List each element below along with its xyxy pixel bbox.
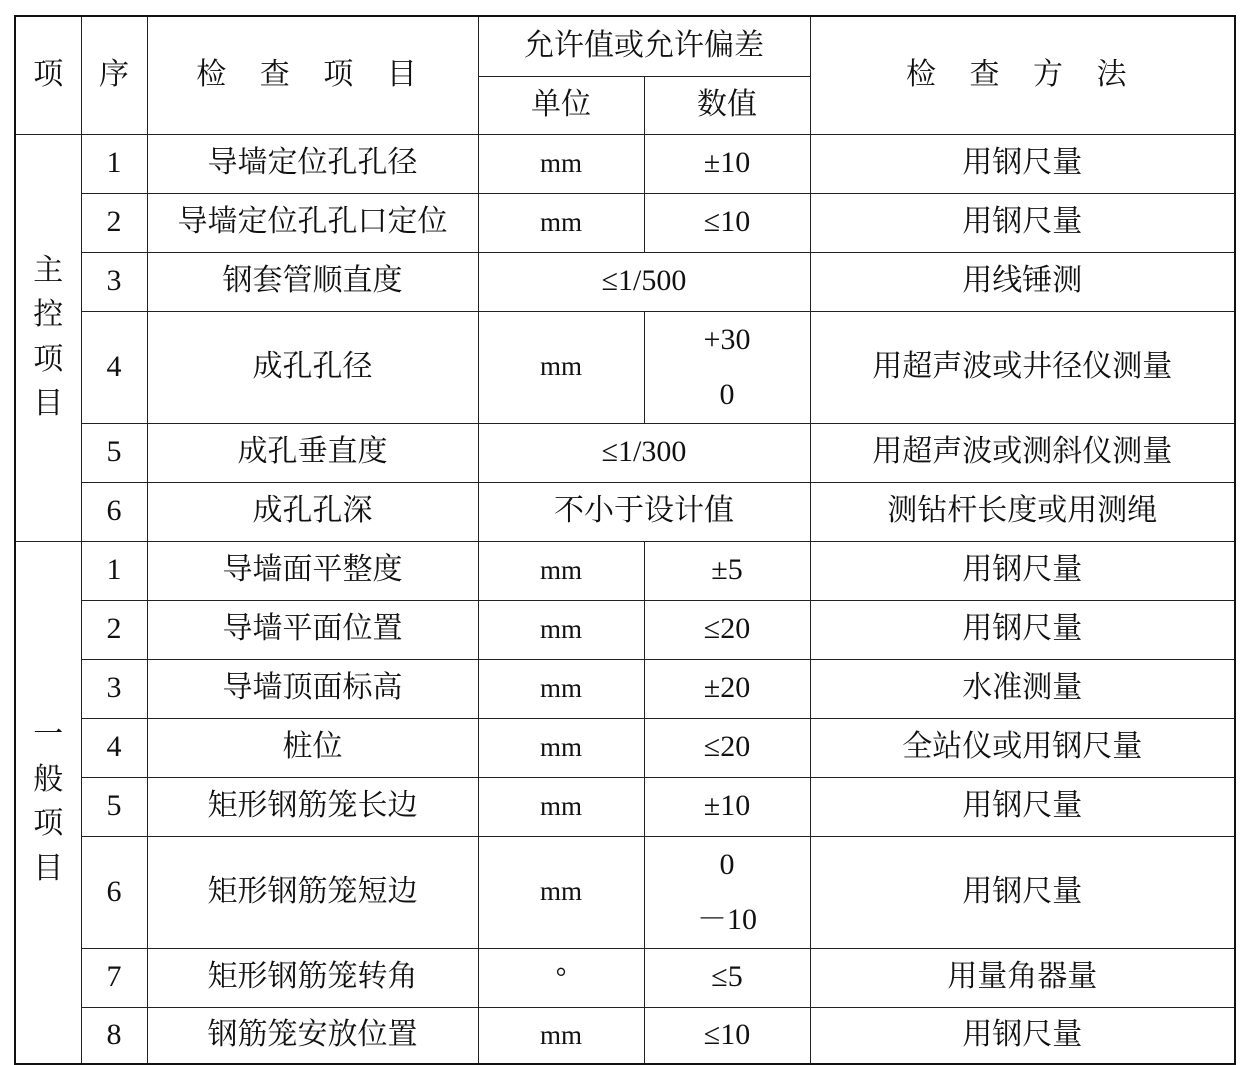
row-unit: mm — [478, 134, 644, 193]
row-item: 导墙定位孔孔径 — [147, 134, 478, 193]
row-method: 用超声波或测斜仪测量 — [810, 423, 1235, 482]
row-seq: 1 — [81, 541, 147, 600]
row-item: 导墙顶面标高 — [147, 659, 478, 718]
row-merged-value: ≤1/300 — [478, 423, 810, 482]
row-seq: 4 — [81, 311, 147, 423]
row-method: 用钢尺量 — [810, 600, 1235, 659]
row-value: 0 －10 — [644, 836, 810, 948]
row-value: ≤5 — [644, 948, 810, 1007]
row-item: 桩位 — [147, 718, 478, 777]
row-method: 全站仪或用钢尺量 — [810, 718, 1235, 777]
row-method: 用钢尺量 — [810, 836, 1235, 948]
row-item: 钢筋笼安放位置 — [147, 1007, 478, 1064]
header-method: 检 查 方 法 — [810, 16, 1235, 134]
header-allowance: 允许值或允许偏差 — [478, 16, 810, 76]
category-main-control: 主 控 项 目 — [15, 134, 81, 541]
row-seq: 5 — [81, 423, 147, 482]
row-value: ≤10 — [644, 193, 810, 252]
row-method: 用钢尺量 — [810, 541, 1235, 600]
row-method: 水准测量 — [810, 659, 1235, 718]
row-value: ±5 — [644, 541, 810, 600]
row-unit: mm — [478, 600, 644, 659]
row-unit: mm — [478, 1007, 644, 1064]
row-seq: 3 — [81, 252, 147, 311]
row-value: +30 0 — [644, 311, 810, 423]
row-method: 用钢尺量 — [810, 1007, 1235, 1064]
row-seq: 6 — [81, 836, 147, 948]
row-seq: 7 — [81, 948, 147, 1007]
row-method: 用线锤测 — [810, 252, 1235, 311]
row-seq: 2 — [81, 193, 147, 252]
header-value: 数值 — [644, 76, 810, 134]
row-seq: 6 — [81, 482, 147, 541]
row-value: ≤10 — [644, 1007, 810, 1064]
row-seq: 2 — [81, 600, 147, 659]
header-item: 检 查 项 目 — [147, 16, 478, 134]
row-merged-value: ≤1/500 — [478, 252, 810, 311]
row-item: 成孔孔深 — [147, 482, 478, 541]
row-value: ≤20 — [644, 600, 810, 659]
row-unit: mm — [478, 777, 644, 836]
row-method: 用钢尺量 — [810, 134, 1235, 193]
inspection-table — [14, 15, 1236, 1065]
row-seq: 8 — [81, 1007, 147, 1064]
header-seq: 序 — [81, 16, 147, 134]
row-item: 成孔垂直度 — [147, 423, 478, 482]
row-method: 测钻杆长度或用测绳 — [810, 482, 1235, 541]
row-item: 导墙平面位置 — [147, 600, 478, 659]
row-merged-value: 不小于设计值 — [478, 482, 810, 541]
row-unit: mm — [478, 311, 644, 423]
category-general: 一 般 项 目 — [15, 541, 81, 1064]
row-unit: ° — [478, 948, 644, 1007]
row-seq: 1 — [81, 134, 147, 193]
row-value: ±20 — [644, 659, 810, 718]
row-method: 用量角器量 — [810, 948, 1235, 1007]
row-seq: 3 — [81, 659, 147, 718]
row-item: 矩形钢筋笼长边 — [147, 777, 478, 836]
row-unit: mm — [478, 541, 644, 600]
header-category: 项 — [15, 16, 81, 134]
row-method: 用钢尺量 — [810, 193, 1235, 252]
row-value: ≤20 — [644, 718, 810, 777]
row-item: 导墙定位孔孔口定位 — [147, 193, 478, 252]
row-item: 矩形钢筋笼转角 — [147, 948, 478, 1007]
row-unit: mm — [478, 718, 644, 777]
row-value: ±10 — [644, 134, 810, 193]
row-item: 导墙面平整度 — [147, 541, 478, 600]
row-value: ±10 — [644, 777, 810, 836]
row-unit: mm — [478, 193, 644, 252]
row-item: 钢套管顺直度 — [147, 252, 478, 311]
row-method: 用超声波或井径仪测量 — [810, 311, 1235, 423]
row-item: 成孔孔径 — [147, 311, 478, 423]
row-item: 矩形钢筋笼短边 — [147, 836, 478, 948]
header-unit: 单位 — [478, 76, 644, 134]
row-seq: 5 — [81, 777, 147, 836]
row-method: 用钢尺量 — [810, 777, 1235, 836]
row-unit: mm — [478, 836, 644, 948]
row-seq: 4 — [81, 718, 147, 777]
row-unit: mm — [478, 659, 644, 718]
